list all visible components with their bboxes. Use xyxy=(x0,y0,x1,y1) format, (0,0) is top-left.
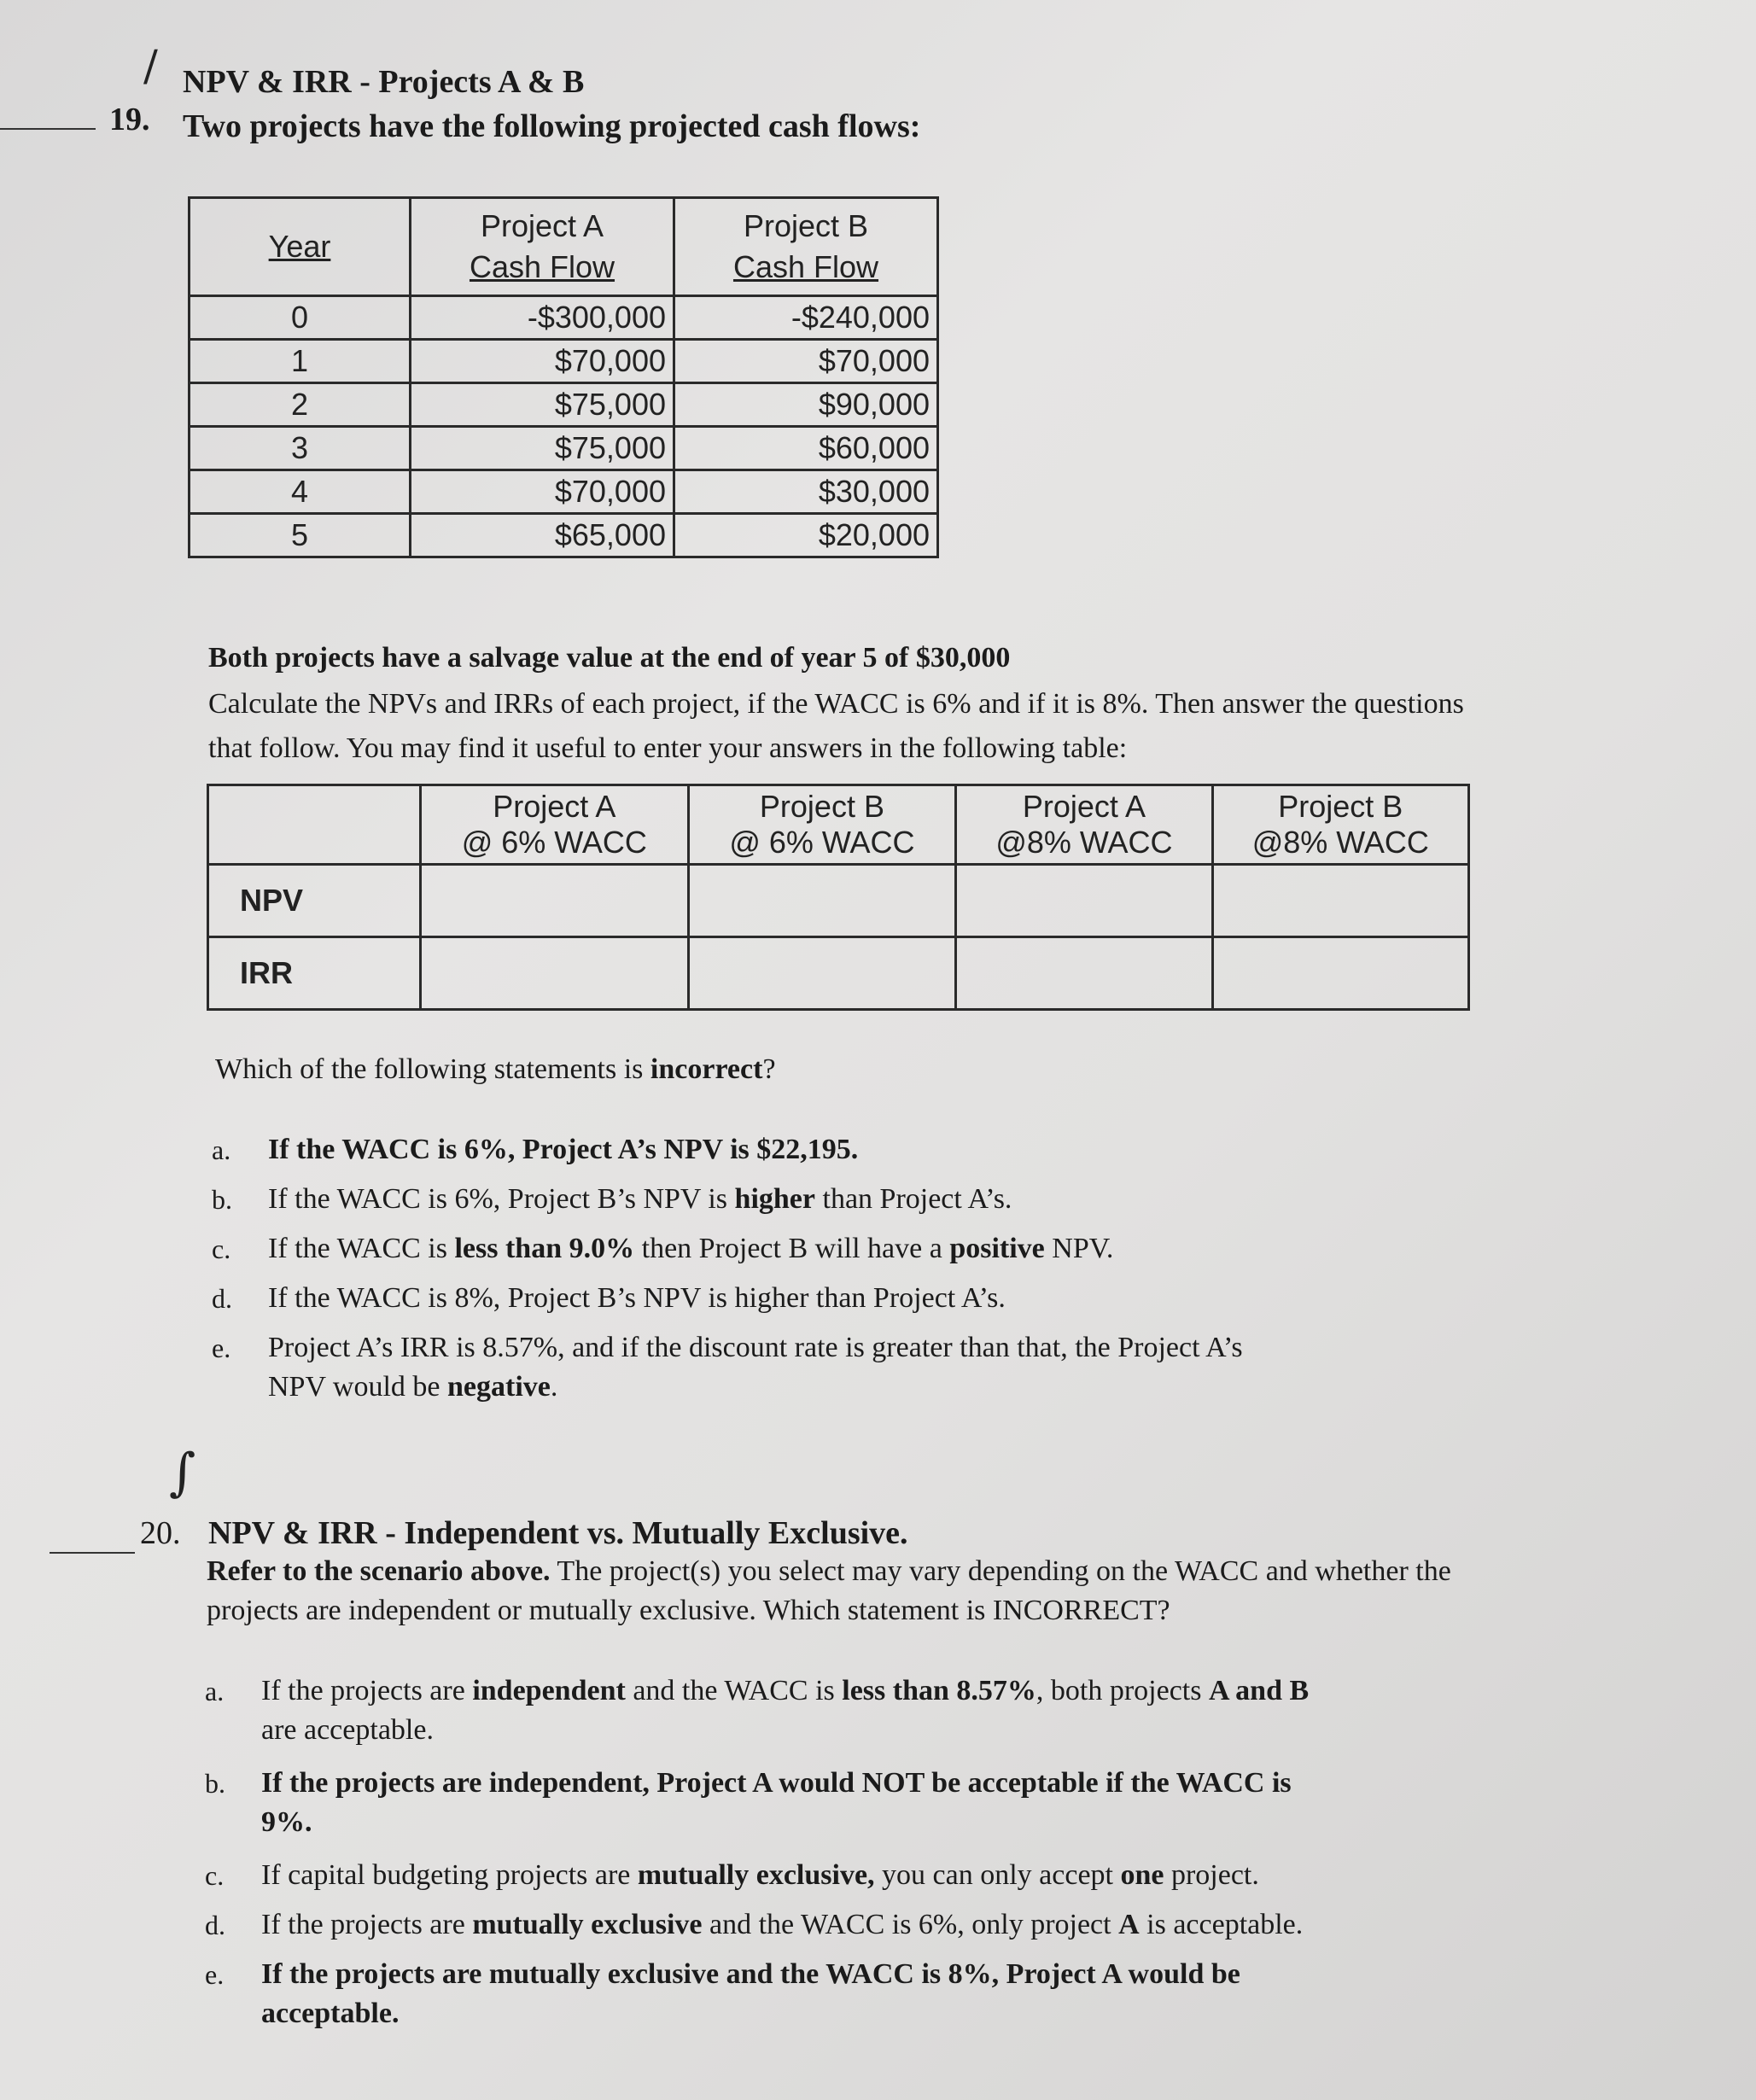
project-b-cell: -$240,000 xyxy=(674,296,938,340)
cash-flow-row xyxy=(190,470,938,514)
npv-a8-cell[interactable] xyxy=(956,865,1212,937)
irr-b8-cell[interactable] xyxy=(1212,937,1468,1010)
q20-number: 20. xyxy=(140,1515,181,1551)
q20-option-a[interactable]: a. If the projects are independent and the WACC is less than 8.57%, both projects A and B are acceptable. xyxy=(205,1675,1310,1746)
project-a-cashflow-header: Cash Flow xyxy=(469,249,615,284)
answer-header-a8: Project A @8% WACC xyxy=(956,785,1212,865)
q19-title: NPV & IRR - Projects A & B xyxy=(183,64,585,100)
npv-b6-cell[interactable] xyxy=(688,865,956,937)
q19-question: Which of the following statements is incorrect? xyxy=(215,1053,776,1085)
q20-title: NPV & IRR - Independent vs. Mutually Exclusive. xyxy=(208,1515,908,1551)
instructions-line-2: that follow. You may find it useful to enter your answers in the following table: xyxy=(208,732,1128,764)
npv-row xyxy=(208,865,1469,937)
q19-option-a[interactable]: a. If the WACC is 6%, Project A’s NPV is $22,195. xyxy=(212,1134,859,1165)
npv-b8-cell[interactable] xyxy=(1212,865,1468,937)
q20-option-b[interactable]: b. If the projects are independent, Project A would NOT be acceptable if the WACC is 9%. xyxy=(205,1767,1292,1838)
cash-flow-header-row xyxy=(190,198,938,296)
npv-a6-cell[interactable] xyxy=(421,865,689,937)
irr-label: IRR xyxy=(208,937,421,1010)
cash-flow-table xyxy=(188,196,939,558)
answer-header-row xyxy=(208,785,1469,865)
project-a-cell: $75,000 xyxy=(411,383,674,427)
project-b-cashflow-header: Cash Flow xyxy=(732,249,879,284)
irr-a8-cell[interactable] xyxy=(956,937,1212,1010)
cash-flow-row xyxy=(190,340,938,383)
year-cell: 0 xyxy=(190,296,411,340)
q20-options xyxy=(205,1671,1310,2044)
q19-option-b[interactable]: b. If the WACC is 6%, Project B’s NPV is higher than Project A’s. xyxy=(212,1183,1012,1215)
salvage-text: Both projects have a salvage value at the end of year 5 of $30,000 xyxy=(208,642,1011,674)
answer-header-b6: Project B @ 6% WACC xyxy=(688,785,956,865)
q19-number: 19. xyxy=(109,102,150,137)
instructions-line-1: Calculate the NPVs and IRRs of each project, if the WACC is 6% and if it is 8%. Then answer the questions xyxy=(208,688,1464,720)
q20-option-c[interactable]: c. If capital budgeting projects are mutually exclusive, you can only accept one project. xyxy=(205,1859,1259,1891)
year-cell: 1 xyxy=(190,340,411,383)
project-a-cell: $70,000 xyxy=(411,470,674,514)
cash-flow-row xyxy=(190,514,938,557)
irr-a6-cell[interactable] xyxy=(421,937,689,1010)
q20-intro: Refer to the scenario above. The project(s) you select may vary depending on the WACC and whether the xyxy=(207,1555,1451,1587)
project-a-cell: -$300,000 xyxy=(411,296,674,340)
answer-corner-cell xyxy=(208,785,421,865)
year-cell: 3 xyxy=(190,427,411,470)
q20-option-e[interactable]: e. If the projects are mutually exclusive and the WACC is 8%, Project A would be acceptable. xyxy=(205,1958,1240,2029)
year-cell: 2 xyxy=(190,383,411,427)
project-b-cell: $70,000 xyxy=(674,340,938,383)
project-b-cell: $30,000 xyxy=(674,470,938,514)
cash-flow-row xyxy=(190,427,938,470)
project-a-cell: $75,000 xyxy=(411,427,674,470)
year-cell: 5 xyxy=(190,514,411,557)
q19-option-c[interactable]: c. If the WACC is less than 9.0% then Project B will have a positive NPV. xyxy=(212,1233,1114,1264)
project-b-cell: $20,000 xyxy=(674,514,938,557)
q19-options xyxy=(212,1130,1243,1417)
project-a-cell: $65,000 xyxy=(411,514,674,557)
answer-table xyxy=(207,784,1470,1011)
year-header: Year xyxy=(268,229,331,264)
year-cell: 4 xyxy=(190,470,411,514)
irr-row xyxy=(208,937,1469,1010)
project-a-cell: $70,000 xyxy=(411,340,674,383)
cash-flow-row xyxy=(190,383,938,427)
answer-header-a6: Project A @ 6% WACC xyxy=(421,785,689,865)
q19-option-e[interactable]: e. Project A’s IRR is 8.57%, and if the discount rate is greater than that, the Project A’s NPV would be negative. xyxy=(212,1332,1243,1403)
q19-intro: Two projects have the following projected cash flows: xyxy=(183,108,921,144)
answer-blank-20[interactable] xyxy=(50,1552,135,1554)
cash-flow-row xyxy=(190,296,938,340)
q19-option-d[interactable]: d. If the WACC is 8%, Project B’s NPV is higher than Project A’s. xyxy=(212,1282,1006,1314)
check-mark-20: ∫ xyxy=(169,1443,196,1502)
check-mark-19: / xyxy=(143,41,158,90)
project-b-header: Project B xyxy=(743,208,869,243)
project-b-cell: $90,000 xyxy=(674,383,938,427)
project-a-header: Project A xyxy=(480,208,604,243)
q20-option-d[interactable]: d. If the projects are mutually exclusive and the WACC is 6%, only project A is acceptable. xyxy=(205,1909,1304,1940)
npv-label: NPV xyxy=(208,865,421,937)
q20-intro-line-2: projects are independent or mutually exclusive. Which statement is INCORRECT? xyxy=(207,1595,1170,1626)
answer-header-b8: Project B @8% WACC xyxy=(1212,785,1468,865)
answer-blank-19[interactable] xyxy=(0,128,96,130)
irr-b6-cell[interactable] xyxy=(688,937,956,1010)
project-b-cell: $60,000 xyxy=(674,427,938,470)
